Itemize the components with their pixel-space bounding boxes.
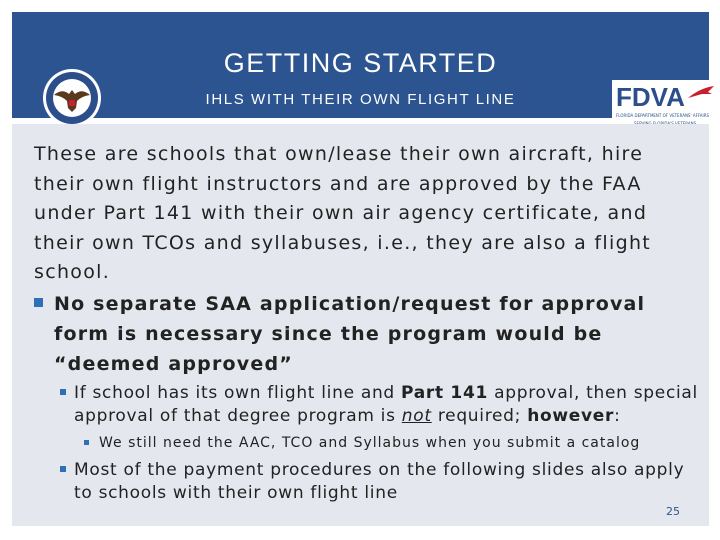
fdva-logo xyxy=(612,80,718,128)
bullet2-part2: approval, then special approval of that degree program is xyxy=(74,383,698,426)
square-bullet-icon xyxy=(60,466,66,472)
bullet2-part1: If school has its own flight line and xyxy=(74,383,402,403)
intro-paragraph: These are schools that own/lease their own aircraft, hire their own flight instructors and are approved by the FAA under Part 141 with their own air agency certificate, and their own TCOs and syllabuses, i.e., they are also a flight school. xyxy=(34,143,652,283)
bullet-level3-item xyxy=(84,434,704,452)
bullet2-underlined: not xyxy=(401,406,432,426)
square-bullet-icon xyxy=(60,389,66,395)
bullet2-bold1: Part 141 xyxy=(401,383,489,403)
bullet2-bold2: however xyxy=(527,406,615,426)
star-icon xyxy=(688,84,714,102)
page-subtitle: IHLS WITH THEIR OWN FLIGHT LINE xyxy=(205,91,516,108)
bullet-level2-item xyxy=(60,382,700,428)
square-bullet-icon xyxy=(84,440,89,445)
bullet4-text: Most of the payment procedures on the following slides also apply to schools with their own flight line xyxy=(74,460,685,503)
bullet3-text: We still need the AAC, TCO and Syllabus when you submit a catalog xyxy=(99,435,641,451)
page-title: GETTING STARTED xyxy=(223,48,498,78)
bullet-level1 xyxy=(34,289,704,379)
square-bullet-icon xyxy=(34,298,43,307)
slide-content xyxy=(12,124,709,526)
fdva-logo-text: FDVA xyxy=(616,82,685,112)
bullet2-part4: : xyxy=(614,406,621,426)
bullet2-part3: required; xyxy=(431,406,528,426)
bullet-level1-text: No separate SAA application/request for approval form is necessary since the program would be “deemed approved” xyxy=(54,293,646,375)
fdva-logo-line1: FLORIDA DEPARTMENT OF VETERANS' AFFAIRS xyxy=(616,113,710,118)
page-number: 25 xyxy=(666,505,680,518)
bullet-level2-item xyxy=(60,459,700,505)
slide-header xyxy=(12,12,709,118)
